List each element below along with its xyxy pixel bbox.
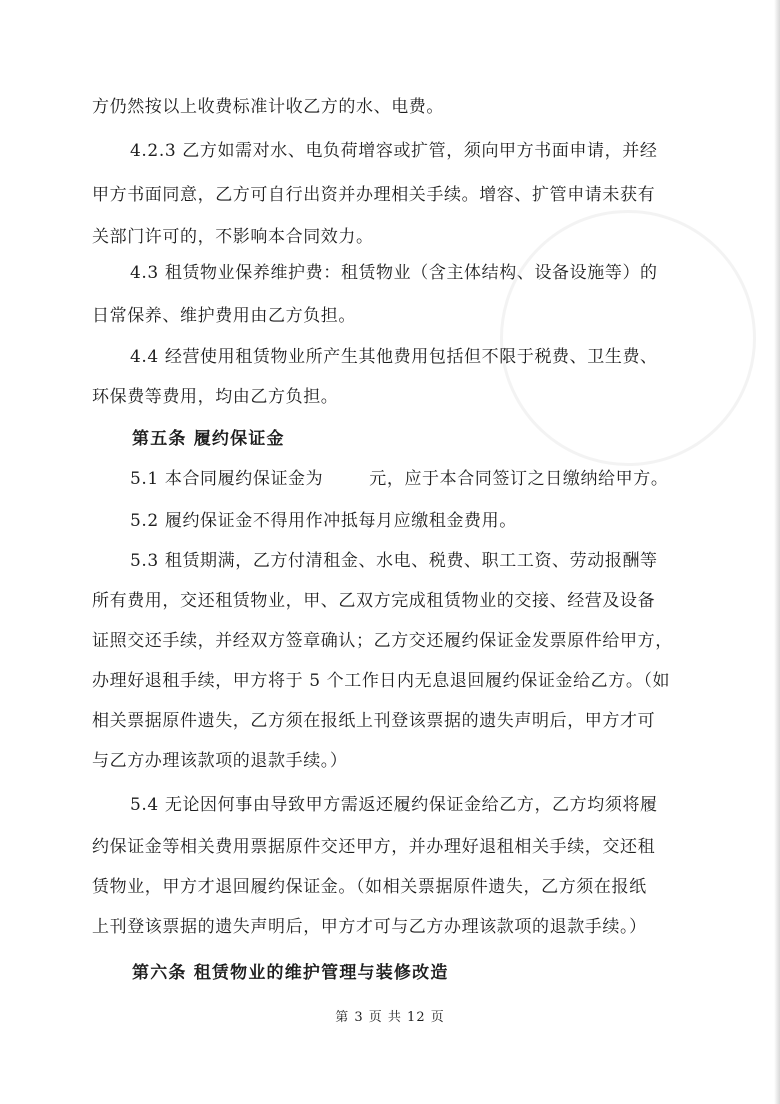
text-line: 方仍然按以上收费标准计收乙方的水、电费。 [92,97,444,117]
clause-4-3: 4.3 租赁物业保养维护费：租赁物业（含主体结构、设备设施等）的 [130,263,658,283]
article-5-heading: 第五条 履约保证金 [132,429,285,449]
text-line: 约保证金等相关费用票据原件交还甲方，并办理好退租相关手续，交还租 [92,837,656,857]
text-line: 关部门许可的，不影响本合同效力。 [92,227,374,247]
text-line: 所有费用，交还租赁物业，甲、乙双方完成租赁物业的交接、经营及设备 [92,591,656,611]
text-line: 环保费等费用，均由乙方负担。 [92,387,339,407]
text-line: 证照交还手续，并经双方签章确认；乙方交还履约保证金发票原件给甲方， [92,631,673,651]
clause-5-1-start: 5.1 本合同履约保证金为 [130,469,324,489]
clause-4-2-3: 4.2.3 乙方如需对水、电负荷增容或扩管，须向甲方书面申请，并经 [130,141,658,161]
seal-watermark [455,165,780,511]
text-line: 上刊登该票据的遗失声明后，甲方才可与乙方办理该款项的退款手续。） [92,917,647,937]
clause-5-1 [130,468,668,490]
clause-5-3: 5.3 租赁期满，乙方付清租金、水电、税费、职工工资、劳动报酬等 [130,551,658,571]
clause-5-2: 5.2 履约保证金不得用作冲抵每月应缴租金费用。 [130,511,517,531]
text-line: 与乙方办理该款项的退款手续。） [92,751,348,771]
text-line: 甲方书面同意，乙方可自行出资并办理相关手续。增容、扩管申请未获有 [92,185,656,205]
text-line: 办理好退租手续，甲方将于 5 个工作日内无息退回履约保证金给乙方。（如 [92,671,671,691]
clause-5-1-end: 元，应于本合同签订之日缴纳给甲方。 [369,469,669,489]
clause-4-4: 4.4 经营使用租赁物业所产生其他费用包括但不限于税费、卫生费、 [130,347,658,367]
article-6-heading: 第六条 租赁物业的维护管理与装修改造 [132,963,449,983]
text-line: 相关票据原件遗失，乙方须在报纸上刊登该票据的遗失声明后，甲方才可 [92,711,656,731]
text-line: 日常保养、维护费用由乙方负担。 [92,306,356,326]
text-line: 赁物业，甲方才退回履约保证金。（如相关票据原件遗失，乙方须在报纸 [92,877,647,897]
clause-5-4: 5.4 无论因何事由导致甲方需返还履约保证金给乙方，乙方均须将履 [130,795,658,815]
page-number-footer: 第 3 页 共 12 页 [335,1010,445,1025]
page-edge-shadow [774,0,780,1104]
